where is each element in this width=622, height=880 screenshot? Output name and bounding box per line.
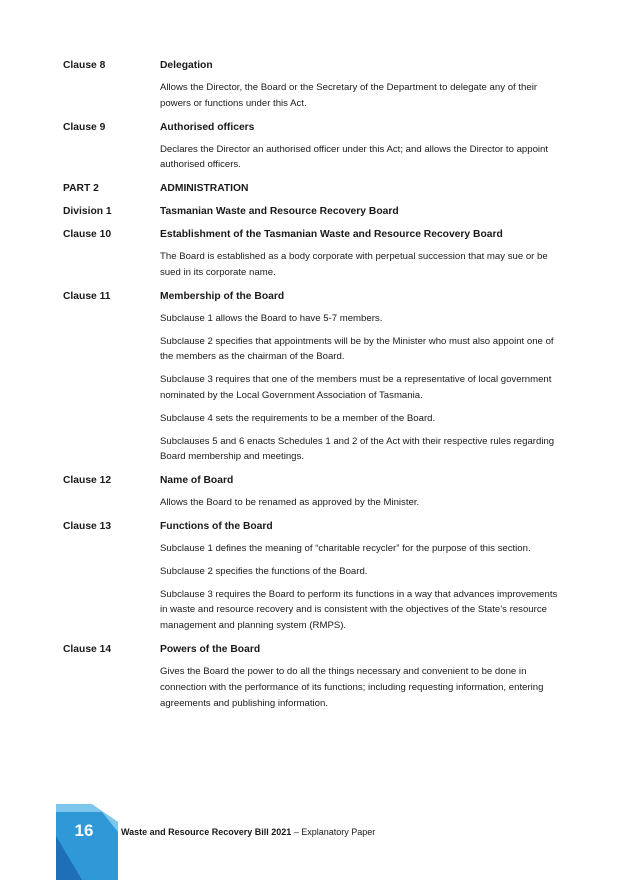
clause-title: Powers of the Board — [160, 643, 261, 655]
clause-title: Establishment of the Tasmanian Waste and Resource Recovery Board — [160, 229, 503, 241]
clause-title: Delegation — [160, 60, 213, 71]
clause-label: Clause 9 — [63, 121, 106, 133]
clause-label: Clause 14 — [63, 643, 112, 655]
document-body — [63, 58, 563, 711]
clause-paragraph: Subclauses 5 and 6 enacts Schedules 1 and 2 of the Act with their respective rules regarding Board membership and meetings. — [160, 435, 555, 463]
clause-paragraph: Allows the Board to be renamed as approved by the Minister. — [160, 497, 420, 509]
clause-paragraph: Subclause 3 requires that one of the members must be a representative of local government nominated by the Local Government Association of Tasmania. — [160, 374, 552, 401]
footer-bill-title: Waste and Resource Recovery Bill 2021 — [121, 827, 292, 837]
clause-title: Tasmanian Waste and Resource Recovery Board — [160, 206, 399, 218]
footer-page-badge — [56, 804, 118, 880]
footer-separator: – — [291, 827, 302, 837]
clause-heading — [63, 120, 563, 135]
clause-heading — [63, 58, 563, 73]
clause-paragraph: The Board is established as a body corporate with perpetual succession that may sue or be sued in its corporate name. — [160, 251, 548, 278]
clause-title: Name of Board — [160, 475, 234, 487]
clause-title: Membership of the Board — [160, 290, 285, 302]
clause-label: Clause 12 — [63, 475, 112, 487]
clause-title: ADMINISTRATION — [160, 183, 249, 195]
clause-heading — [63, 473, 563, 488]
clause-paragraph: Subclause 2 specifies the functions of the Board. — [160, 565, 368, 577]
clause-heading — [63, 642, 563, 657]
footer-title — [121, 827, 375, 837]
clause-title: Functions of the Board — [160, 520, 273, 532]
clause-heading — [63, 181, 563, 196]
clause-heading — [63, 204, 563, 219]
clause-label: Division 1 — [63, 206, 112, 218]
clause-label: Clause 8 — [63, 60, 106, 71]
clause-paragraph: Subclause 2 specifies that appointments will be by the Minister who must also appoint one of the members as the chairman of the Board. — [160, 335, 554, 363]
clause-label: Clause 11 — [63, 290, 111, 302]
clause-label: Clause 10 — [63, 229, 112, 241]
clause-title: Authorised officers — [160, 121, 255, 133]
clause-paragraph: Gives the Board the power to do all the things necessary and convenient to be done in connection with the performance of its functions; including requesting information, entering agreements and publishing information. — [160, 665, 544, 709]
clause-paragraph: Allows the Director, the Board or the Secretary of the Department to delegate any of their powers or functions under this Act. — [160, 82, 538, 109]
clause-label: PART 2 — [63, 183, 99, 195]
clause-heading — [63, 227, 563, 242]
clause-heading — [63, 289, 563, 304]
clause-heading — [63, 519, 563, 534]
clause-label: Clause 13 — [63, 520, 112, 532]
footer-subtitle: Explanatory Paper — [301, 827, 376, 837]
clause-paragraph: Subclause 4 sets the requirements to be a member of the Board. — [160, 412, 436, 424]
clause-list — [63, 58, 563, 711]
clause-paragraph: Subclause 1 defines the meaning of “charitable recycler” for the purpose of this section. — [160, 542, 531, 554]
clause-paragraph: Declares the Director an authorised officer under this Act; and allows the Director to appoint authorised officers. — [160, 143, 549, 171]
clause-paragraph: Subclause 1 allows the Board to have 5-7 members. — [160, 312, 383, 324]
page-number: 16 — [74, 821, 94, 840]
clause-paragraph: Subclause 3 requires the Board to perform its functions in a way that advances improvements in waste and resource recovery and is consistent with the objectives of the State’s resource management and planning system (RMPS). — [160, 588, 558, 632]
